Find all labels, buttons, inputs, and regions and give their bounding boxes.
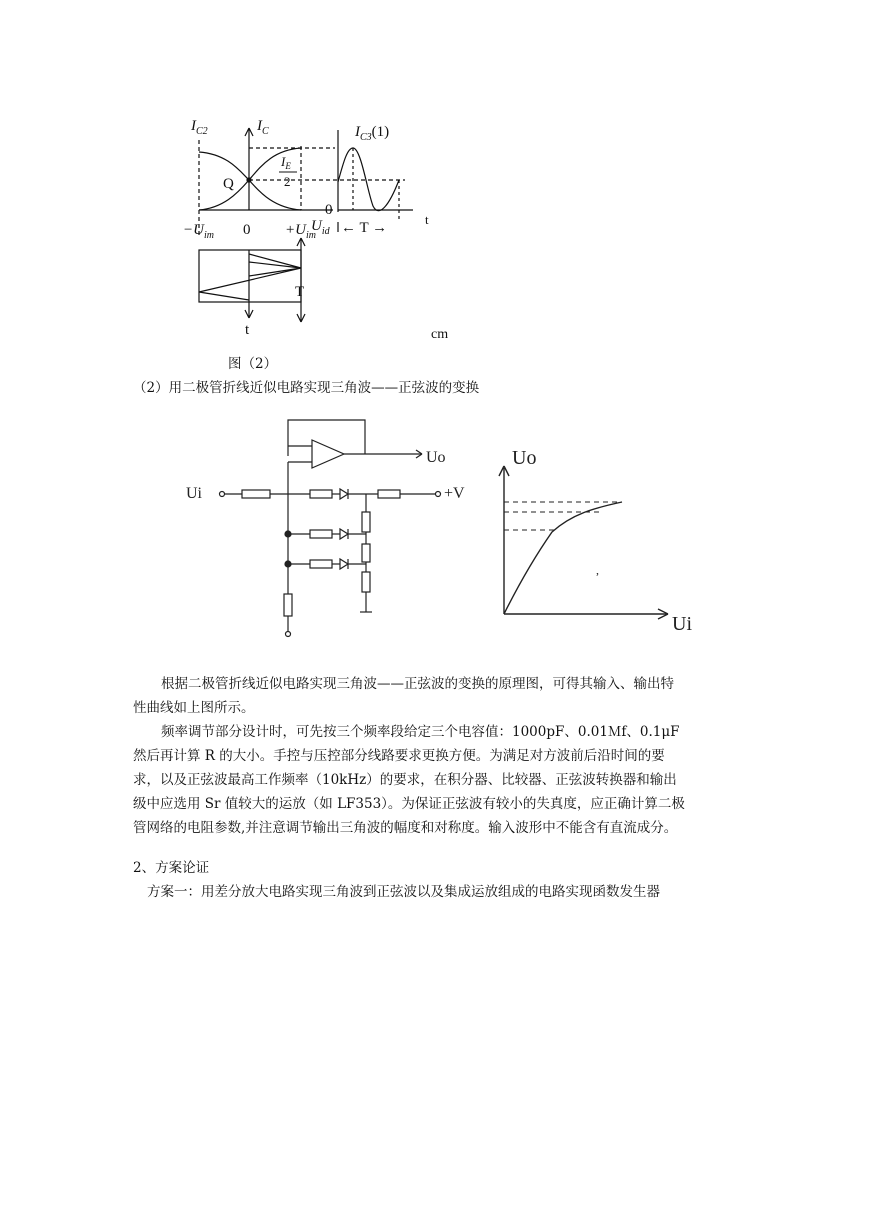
x-axis-label: Ui: [672, 613, 692, 635]
q-label: Q: [223, 176, 234, 192]
ie-label: $I_E$: [281, 154, 291, 171]
pos-uim-label: $+U_{im}$: [285, 222, 316, 241]
diode-shaper-circuit: [180, 412, 480, 648]
shaper-characteristic-chart: [490, 432, 730, 642]
section-heading: （2）用二极管折线近似电路实现三角波——正弦波的变换: [133, 380, 480, 396]
q-point: [247, 178, 251, 182]
stray-mark: ,: [596, 563, 599, 577]
transfer-curve: [504, 502, 622, 614]
paragraph-line: 管网络的电阻参数,并注意调节输出三角波的幅度和对称度。输入波形中不能含有直流成分。: [133, 820, 678, 836]
paragraph-line: 然后再计算 R 的大小。手控与压控部分线路要求更换方便。为满足对方波前后沿时间的要: [133, 748, 665, 764]
ic3-label: $I_{C3}(1)$: [355, 124, 390, 143]
paragraph-line: 级中应选用 Sr 值较大的运放（如 LF353）。为保证正弦波有较小的失真度，应正确计算二极: [133, 796, 685, 812]
neg-uim-label: $-U_{im}$: [183, 222, 214, 241]
uid-label: $U_{id}$: [311, 218, 330, 237]
zero-right-label: 0: [325, 202, 333, 218]
plan-one-text: 方案一：用差分放大电路实现三角波到正弦波以及集成运放组成的电路实现函数发生器: [147, 884, 660, 900]
ic-label: $I_C$: [257, 118, 269, 137]
ic2-label: $I_{C2}$: [191, 118, 208, 137]
y-axis-label: Uo: [512, 447, 537, 469]
scan-zigzag: [199, 254, 301, 300]
ie-half-label: 2: [284, 174, 291, 189]
input-resistor: [242, 490, 270, 498]
t-bottom-label: t: [245, 322, 250, 338]
circuit-output-label: Uo: [426, 449, 446, 466]
paragraph-line: 求，以及正弦波最高工作频率（10kHz）的要求，在积分器、比较器、正弦波转换器和输出: [133, 772, 677, 788]
figure-caption: 图（2）: [228, 356, 278, 372]
circuit-input-label: Ui: [186, 485, 202, 502]
opamp-symbol: [312, 440, 344, 468]
cm-label: cm: [431, 327, 449, 342]
paragraph-line: 频率调节部分设计时，可先按三个频率段给定三个电容值：1000pF、0.01Ｍf、0.1μF: [161, 724, 680, 740]
paragraph-principle: [133, 672, 739, 720]
transfer-characteristic-figure: [175, 110, 465, 350]
T-bottom-label: T: [295, 284, 305, 300]
supply-label: +V: [444, 485, 465, 502]
paragraph-line: 根据二极管折线近似电路实现三角波——正弦波的变换的原理图，可得其输入、输出特: [161, 676, 674, 692]
ic3-waveform: [338, 148, 399, 211]
zero-label: 0: [243, 222, 251, 238]
heading-plan-argument: 2、方案论证: [133, 860, 210, 876]
paragraph-line: 性曲线如上图所示。: [133, 700, 255, 716]
paragraph-frequency: [133, 720, 739, 840]
t-right-label: t: [425, 212, 429, 227]
period-label: ← T →: [341, 220, 388, 236]
